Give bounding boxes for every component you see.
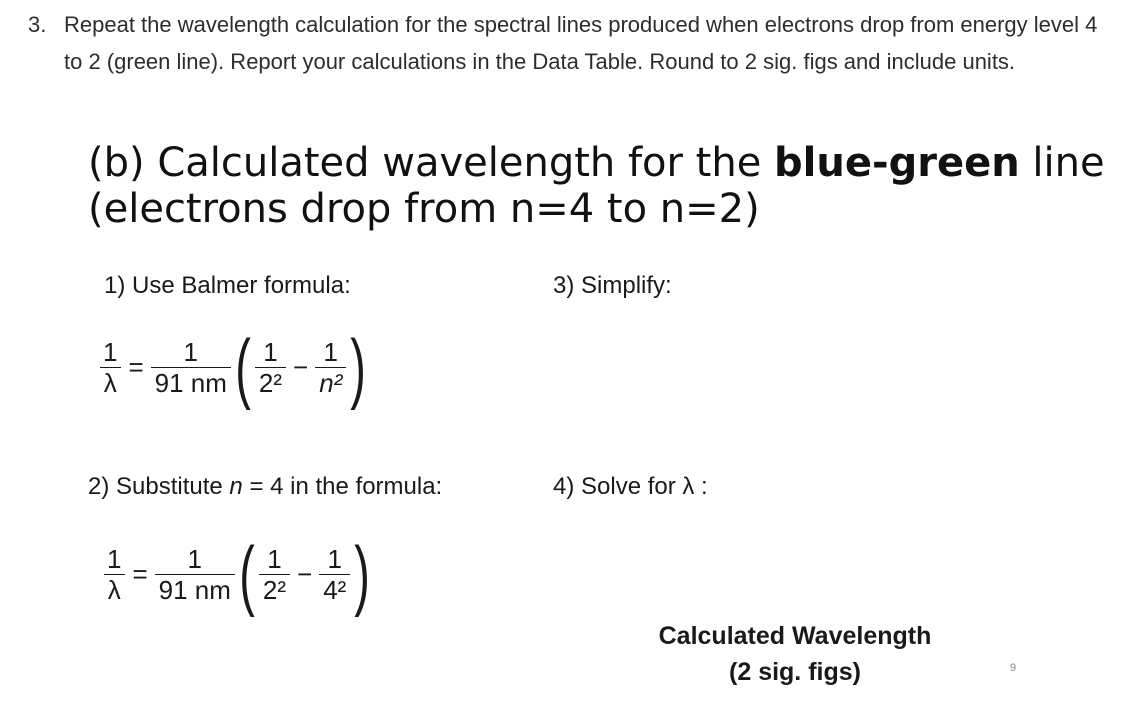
left-paren: (: [235, 323, 251, 411]
title-line2: (electrons drop from n=4 to n=2): [88, 186, 760, 232]
step-2-post: = 4 in the formula:: [242, 473, 443, 500]
step-3-label: 3) Simplify:: [553, 272, 672, 299]
right-paren: ): [350, 323, 367, 411]
equals-sign: =: [128, 351, 144, 382]
left-paren: (: [239, 530, 255, 618]
term1-denominator: 2²: [259, 574, 290, 605]
lhs-fraction: [103, 544, 125, 605]
term2-denominator-text: n²: [319, 367, 343, 398]
term2-numerator: 1: [323, 336, 339, 367]
step-1-label: 1) Use Balmer formula:: [104, 272, 351, 299]
title-suffix: line: [1019, 140, 1105, 186]
lhs-denominator: λ: [104, 574, 125, 605]
question-number: 3.: [28, 12, 47, 37]
coef-numerator: 1: [187, 543, 203, 574]
coefficient-fraction: [151, 337, 231, 398]
term2-denominator: [315, 367, 346, 398]
term2-fraction: [319, 544, 350, 605]
right-paren: ): [354, 530, 371, 618]
term2-numerator: 1: [327, 543, 343, 574]
term2-denominator: 4²: [319, 574, 350, 605]
result-label: [620, 618, 970, 690]
slide-page-number: 9: [1010, 662, 1017, 674]
lhs-numerator: 1: [107, 543, 122, 574]
title-prefix: (b) Calculated wavelength for the: [88, 140, 775, 186]
result-label-line1: Calculated Wavelength: [658, 622, 932, 650]
step-4-label: 4) Solve for λ :: [553, 473, 708, 500]
question-text: Repeat the wavelength calculation for the spectral lines produced when electrons drop from energy level 4 to 2 (green line). Report your calculations in the Data Table. Round to 2 sig. figs and include units.: [64, 12, 1098, 74]
term1-denominator: 2²: [255, 367, 286, 398]
term1-fraction: [255, 337, 286, 398]
term1-numerator: 1: [267, 543, 282, 574]
result-label-line2: (2 sig. figs): [729, 658, 861, 686]
term1-fraction: [259, 544, 290, 605]
lhs-denominator: λ: [100, 367, 121, 398]
term2-fraction: [315, 337, 346, 398]
question-block: [28, 6, 1108, 80]
lhs-fraction: [99, 337, 121, 398]
coef-denominator: 91 nm: [155, 574, 235, 605]
step-2-var: n: [229, 473, 243, 500]
balmer-formula: [96, 323, 367, 411]
step-2-label: [88, 473, 442, 501]
coef-denominator: 91 nm: [151, 367, 231, 398]
step-2-pre: 2) Substitute: [88, 473, 230, 500]
minus-sign: −: [297, 558, 313, 589]
coefficient-fraction: [155, 544, 235, 605]
slide-title: [88, 140, 1108, 232]
lhs-numerator: 1: [103, 336, 118, 367]
term1-numerator: 1: [263, 336, 278, 367]
substituted-formula: [100, 530, 371, 618]
title-bold: blue-green: [774, 140, 1020, 186]
equals-sign: =: [132, 558, 148, 589]
minus-sign: −: [293, 351, 309, 382]
coef-numerator: 1: [183, 336, 199, 367]
